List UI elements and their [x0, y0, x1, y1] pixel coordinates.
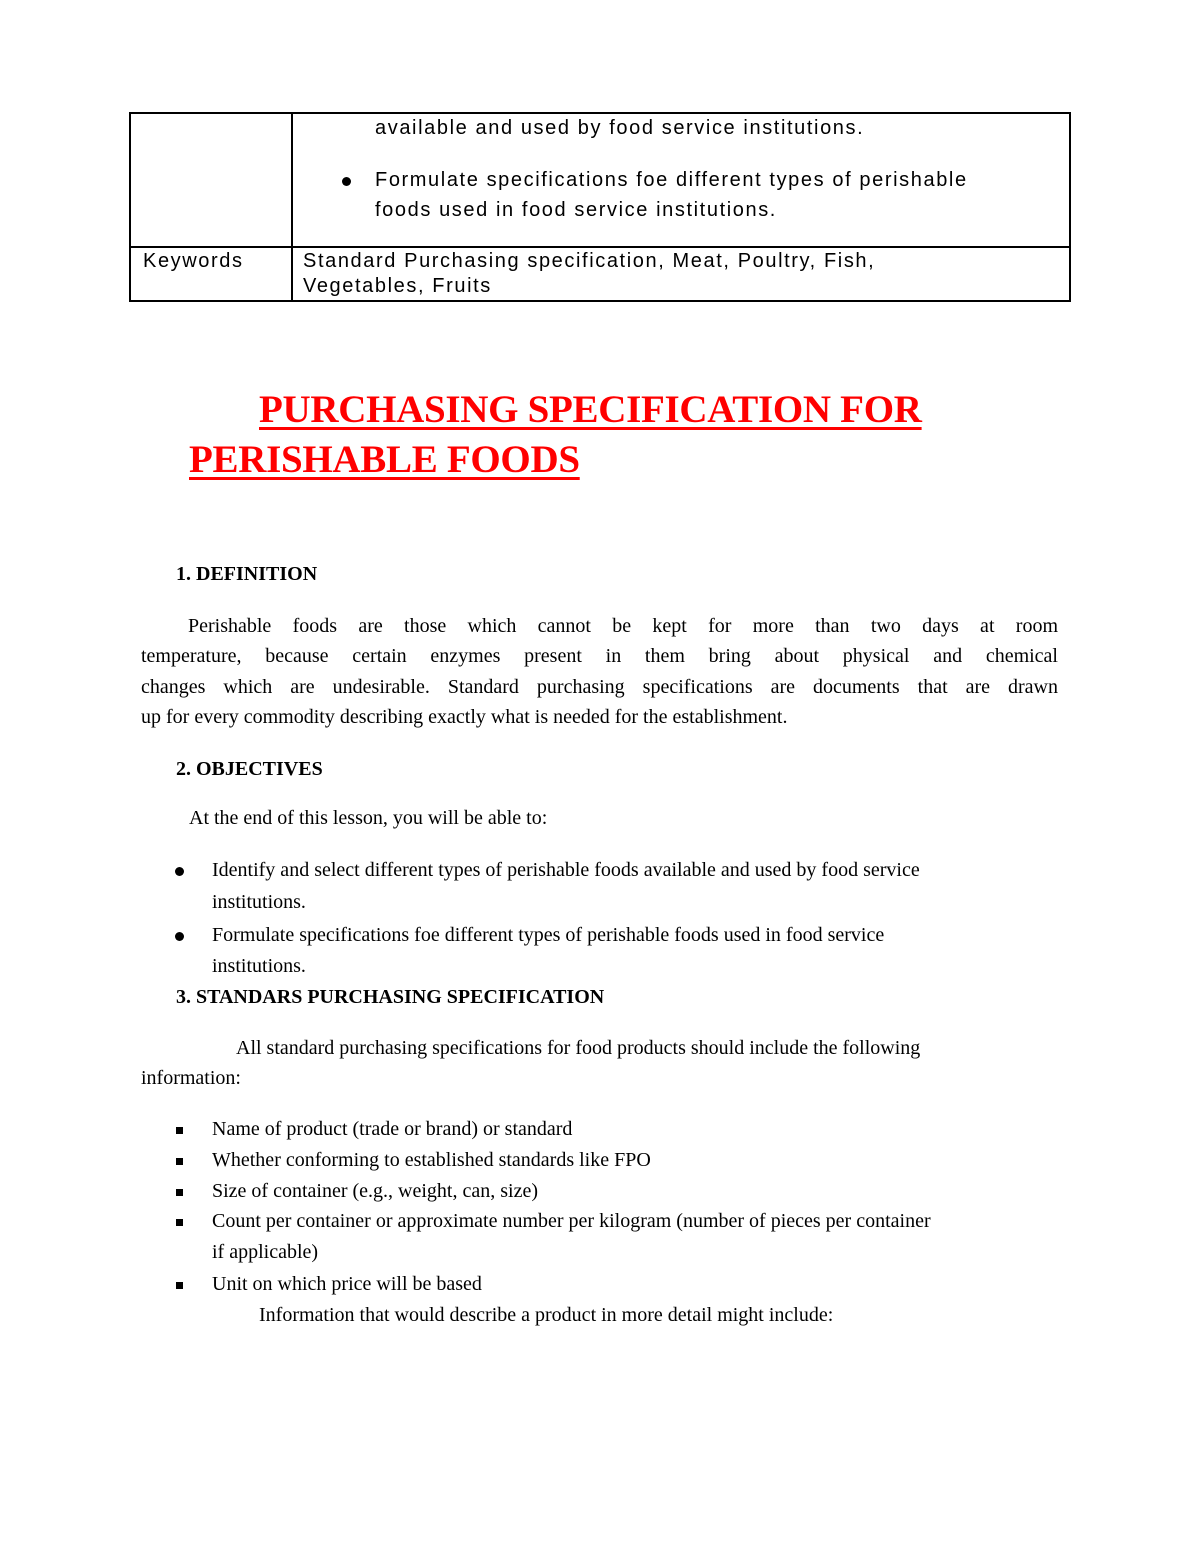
table-bullet-text: foods used in food service institutions.: [375, 199, 777, 221]
objectives-intro: At the end of this lesson, you will be able to:: [189, 807, 548, 829]
empty-label-cell: [130, 113, 292, 247]
square-bullet-icon: [176, 1189, 183, 1196]
objective-bullet-text: institutions.: [212, 891, 306, 913]
standards-item: Size of container (e.g., weight, can, size): [212, 1180, 538, 1202]
objectives-keywords-table: [129, 112, 1071, 302]
square-bullet-icon: [176, 1127, 183, 1134]
page-title-line1: PURCHASING SPECIFICATION FOR: [259, 388, 922, 431]
definition-line: temperature, because certain enzymes present in them bring about physical and chemical: [141, 645, 1058, 667]
bullet-icon: [175, 867, 184, 876]
standards-item: Count per container or approximate number per kilogram (number of pieces per container: [212, 1210, 931, 1232]
objective-bullet-text: institutions.: [212, 955, 306, 977]
objective-bullet-text: Formulate specifications foe different types of perishable foods used in food service: [212, 924, 885, 946]
table-bullet-text: Formulate specifications foe different types of perishable: [375, 169, 968, 191]
objective-bullet-text: Identify and select different types of perishable foods available and used by food service: [212, 859, 920, 881]
bullet-icon: [342, 177, 351, 186]
keywords-value-cell: [292, 247, 1070, 301]
standards-item: Name of product (trade or brand) or standard: [212, 1118, 573, 1140]
objectives-heading: 2. OBJECTIVES: [176, 758, 323, 780]
square-bullet-icon: [176, 1158, 183, 1165]
keywords-value: Standard Purchasing specification, Meat, Poultry, Fish,: [303, 250, 876, 272]
square-bullet-icon: [176, 1282, 183, 1289]
standards-heading: 3. STANDARS PURCHASING SPECIFICATION: [176, 986, 605, 1008]
standards-item: Whether conforming to established standards like FPO: [212, 1149, 651, 1171]
page-title-line2: PERISHABLE FOODS: [189, 438, 580, 481]
definition-line: up for every commodity describing exactly what is needed for the establishment.: [141, 706, 788, 728]
definition-line: Perishable foods are those which cannot be kept for more than two days at room: [188, 615, 1058, 637]
standards-item: if applicable): [212, 1241, 319, 1263]
table-text-line: available and used by food service institutions.: [375, 117, 865, 139]
objectives-cell: [292, 113, 1070, 247]
keywords-value: Vegetables, Fruits: [303, 275, 492, 297]
definition-line: changes which are undesirable. Standard purchasing specifications are documents that are drawn: [141, 676, 1058, 698]
definition-heading: 1. DEFINITION: [176, 563, 318, 585]
square-bullet-icon: [176, 1219, 183, 1226]
standards-intro: All standard purchasing specifications for food products should include the following: [236, 1037, 921, 1059]
bullet-icon: [175, 932, 184, 941]
keywords-label: Keywords: [143, 250, 244, 272]
standards-item: Unit on which price will be based: [212, 1273, 482, 1295]
standards-intro: information:: [141, 1067, 241, 1089]
standards-footer: Information that would describe a product in more detail might include:: [259, 1304, 834, 1326]
keywords-label-cell: [130, 247, 292, 301]
